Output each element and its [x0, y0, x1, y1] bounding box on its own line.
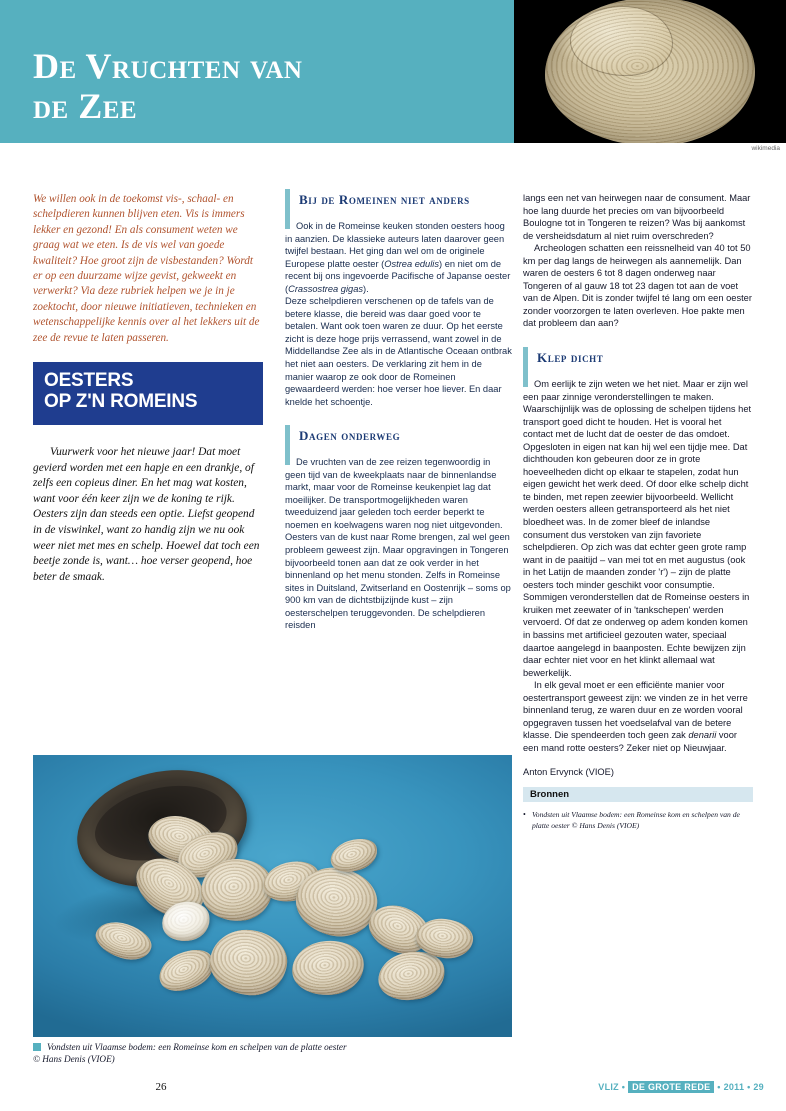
- lead-paragraph: [33, 445, 263, 585]
- caption-bullet-icon: [33, 1043, 41, 1051]
- middle-body-text: [285, 220, 512, 408]
- roman-bowl-photo: [33, 755, 512, 1037]
- rubric-intro-text: We willen ook in de toekomst vis-, schaal- en schelpdieren kunnen blijven eten. Vis is immers lekker en gezond! En als consument weten we graag wat we eten. Is de vis wel van goede kwaliteit? Hoe groot zijn de visbestanden? Wordt er op een duurzame wijze gevist, gekweekt en verwerkt? Via deze rubriek helpen we je in je zoektocht, door nieuwe initiatieven, technieken en wetenschappelijke kennis over al het lekkers uit de zee de revue te laten passeren.: [33, 193, 260, 344]
- footer-publication-name: DE GROTE REDE: [628, 1081, 714, 1093]
- term-denarii: denarii: [688, 730, 717, 741]
- middle-column: [285, 192, 512, 632]
- footer-source: VLIZ: [598, 1082, 619, 1092]
- section-heading-dagen-onderweg: [285, 428, 512, 444]
- oyster-shell-lobe: [570, 6, 673, 76]
- section-heading-romeinen-label: Bij de Romeinen niet anders: [299, 192, 470, 207]
- heading-marker-icon: [285, 189, 290, 229]
- footer-separator-2: •: [717, 1082, 721, 1092]
- paragraph-right-2: Archeologen schatten een reissnelheid van 40 tot 50 km per dag langs de heirwegen als aannemelijk. Dan waren de oesters 6 tot 8 dagen onderweg naar Tongeren of al gauw 18 tot 23 dagen tot aan de voet van de Alpen. Dit is zonder twijfel té lang om een oester zonder voorzorgen te laten overleven. Hoe pakte men dat probleem dan aan?: [523, 243, 752, 329]
- bronnen-item-text: Vondsten uit Vlaamse bodem: een Romeinse kom en schelpen van de platte oester © Hans Denis (VIOE): [532, 810, 740, 830]
- species-crassostrea-gigas: Crassostrea gigas: [288, 283, 364, 294]
- footer-separator-1: •: [621, 1082, 626, 1092]
- right-column: [523, 192, 753, 831]
- section-heading-dagen-label: Dagen onderweg: [299, 428, 401, 444]
- footer-publication-info: [598, 1082, 764, 1092]
- article-title: [44, 370, 197, 412]
- caption-line-2: © Hans Denis (VIOE): [33, 1054, 115, 1064]
- bronnen-list: [523, 810, 753, 831]
- article-author: Anton Ervynck (VIOE): [523, 767, 614, 778]
- species-ostrea-edulis: Ostrea edulis: [384, 258, 440, 269]
- para-1c: ).: [363, 283, 369, 294]
- photo-caption: [33, 1041, 503, 1065]
- para-1b: ) en niet om de recent bij ons ingevoerde Pacifische of Japanse oester (: [285, 258, 511, 294]
- page-title-line-2: de Zee: [33, 86, 138, 126]
- bronnen-header-box: [523, 787, 753, 802]
- heading-marker-icon: [285, 425, 290, 465]
- page-header: [0, 0, 786, 170]
- paragraph-romeinen-1: [285, 220, 512, 295]
- bronnen-label: Bronnen: [530, 789, 570, 801]
- para-4a: In elk geval moet er een efficiënte manier voor oestertransport geweest zijn: we vinden ze in het verre binnenland terug, ze waren duur en ze worden vooral opgegraven tussen het voedselafval van de betere klasse. Die spendeerden toch geen zak: [523, 680, 748, 741]
- paragraph-romeinen-2: Deze schelpdieren verschenen op de tafels van de betere klasse, die bereid was daar goed voor te betalen. Want ook toen waren ze duur. Op het eerste zicht is deze hoge prijs verrassend, want zowel in de Middellandse Zee als in de Atlantische Oceaan ontbrak het niet aan oesters. De verklaring zit hem in de manier waarop ze ook door de Romeinen gewaardeerd werden: hoe verser hoe liever. En daar knelde het schoentje.: [285, 296, 512, 407]
- paragraph-klep-1: Om eerlijk te zijn weten we het niet. Maar er zijn wel een paar zinnige veronderstellingen te maken. Waarschijnlijk was de oplossing de schelpen tijdens het transport goed dicht te houden. Het is vooral het contact met de lucht dat de oester de das omdoet. Opgesloten in eigen nat kan hij wel een tijdje mee. Dat dichthouden kon gebeuren door ze in grote hoeveelheden dicht op elkaar te stapelen, zodat hun eigen gewicht het werk deed. Of door elke schelp dicht te binden, met repen zeewier bijvoorbeeld. Wellicht werden oesters alleen getransporteerd als het niet bloedheet was. In de zomer bleef de inlandse consument dus verstoken van zijn favoriete schelpdieren. Op zich was dat echter geen grote ramp want in de paaitijd – van mei tot en met augustus (ook in het Latijn de maanden zonder 'r') – zijn de platte oesters toch minder geschikt voor consumptie. Sommigen veronderstellen dat de Romeinse oesters in kruiken met zeewater of in 'tankschepen' werden vervoerd. Of dat ze onderweg op adem konden komen in bassins met artificieel gezouten water, speciaal daartoe aangelegd in baanposten. Echte bewijzen zijn daar echter niet voor en het klinkt allemaal wat bewerkelijk.: [523, 379, 752, 678]
- paragraph-klep-2: [523, 679, 753, 754]
- heading-marker-icon: [523, 347, 528, 387]
- footer-issue: 29: [753, 1082, 764, 1092]
- photo-credit: wikimedia: [751, 145, 780, 152]
- caption-line-1: Vondsten uit Vlaamse bodem: een Romeinse kom en schelpen van de platte oester: [47, 1042, 347, 1052]
- section-heading-romeinen: [285, 192, 512, 208]
- footer-year: 2011: [723, 1082, 745, 1092]
- paragraph-right-1: langs een net van heirwegen naar de consument. Maar hoe lang duurde het precies om van bijvoorbeeld Boulogne tot in Tongeren te reizen? Was bij aankomst de versheidsdatum al niet ruim overschreden?: [523, 193, 751, 241]
- para-4b: voor een mand rotte oesters? Zeker niet op Nieuwjaar.: [523, 730, 737, 753]
- section-heading-klep-dicht: [523, 350, 753, 366]
- middle-body-text-2: [285, 456, 512, 632]
- lead-body: Dat moet gevierd worden met een hapje en een drankje, of zelfs een copieus diner. En het mag wat kosten, want voor één keer zijn we de koning te rijk. Oesters zijn dan steeds een optie. Liefst geopend in de viswinkel, want zo handig zijn we nu ook weer niet met mes en schelp. Hoewel dat toch een beetje zonde is, want… hoe verser geopend, hoe beter de smaak.: [33, 446, 260, 583]
- section-heading-klep-label: Klep dicht: [537, 350, 604, 366]
- left-column: [33, 192, 263, 585]
- article-title-line-1: OESTERS: [44, 370, 134, 392]
- article-title-box: [33, 362, 263, 425]
- oyster-shell-graphic: [545, 0, 755, 143]
- paragraph-dagen-1: De vruchten van de zee reizen tegenwoordig in geen tijd van de kweekplaats naar de binnenlandse markt, maar voor de Romeinse keukenpiet lag dat moeilijker. De transportmogelijkheden waren tweeduizend jaar geleden toch eerder beperkt te noemen en koelwagens waren nog niet uitgevonden. Oesters van de kust naar Rome brengen, zal wel geen probleem geweest zijn. Maar opgravingen in Tongeren bijvoorbeeld tonen aan dat ze ook verder in het binnenland op het menu stonden. Zelfs in Romeinse sites in Duitsland, Zwitserland en Oostenrijk – soms op 900 km van de dichtstbijzijnde kust – zijn oesterschelpen teruggevonden. De schelpdieren reisden: [285, 457, 511, 631]
- para-1a: Ook in de Romeinse keuken stonden oesters hoog in aanzien. De klassieke auteurs laten daarover geen twijfel bestaan. Het ging dan wel om de originele Europese platte oester (: [285, 221, 505, 269]
- lead-opening-sentence: Vuurwerk voor het nieuwe jaar!: [50, 446, 196, 459]
- article-title-line-2: OP Z'N ROMEINS: [44, 391, 198, 413]
- oyster-shell-photo: [514, 0, 786, 143]
- right-body-text-top: [523, 192, 753, 330]
- page-title: [33, 46, 493, 126]
- page-title-line-1: De Vruchten van: [33, 46, 303, 86]
- bullet-icon: •: [523, 810, 526, 820]
- footer-separator-3: •: [747, 1082, 751, 1092]
- right-body-text-bottom: [523, 378, 753, 754]
- page-number: 26: [155, 1081, 167, 1093]
